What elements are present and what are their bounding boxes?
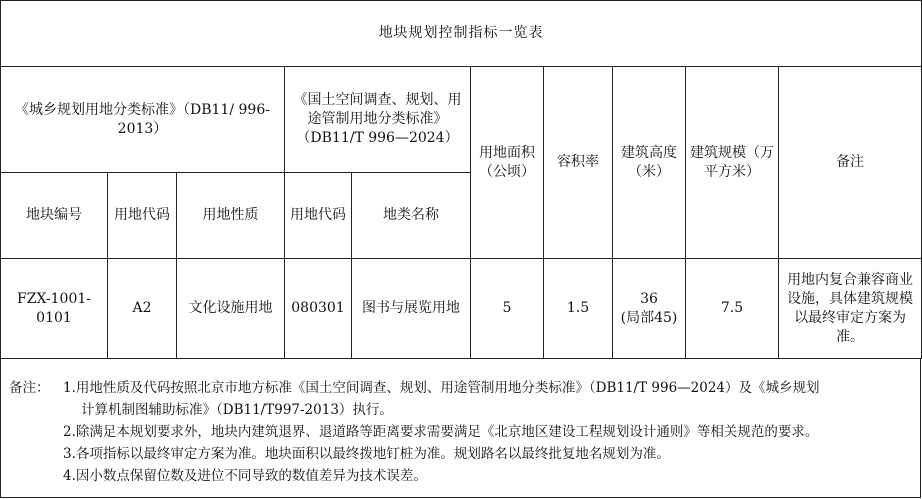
notes-section	[0, 358, 921, 498]
header-parcel-code: 地块编号	[1, 173, 108, 259]
note-item-2: 2.除满足本规划要求外，地块内建筑退界、退道路等距离要求需要满足《北京地区建设工程规划设计通则》等相关规范的要求。	[63, 424, 819, 440]
header-height: 建筑高度（米）	[613, 67, 686, 259]
cell-height	[613, 259, 686, 359]
cell-land-code-b: 080301	[285, 259, 352, 359]
cell-height-main: 36	[640, 290, 658, 307]
table-row	[1, 259, 922, 359]
cell-land-code-a: A2	[108, 259, 177, 359]
header-land-type-name: 地类名称	[352, 173, 471, 259]
cell-far: 1.5	[544, 259, 613, 359]
header-std-urban-rural: 《城乡规划用地分类标准》（DB11/ 996-2013）	[1, 67, 285, 173]
note-item-1-cont: 计算机制图辅助标准》（DB11/T997-2013）执行。	[81, 402, 393, 418]
cell-scale: 7.5	[686, 259, 779, 359]
cell-parcel-code: FZX-1001-0101	[1, 259, 108, 359]
notes-label: 备注：	[9, 380, 50, 396]
note-item-1: 1.用地性质及代码按照北京市地方标准《国土空间调查、规划、用途管制用地分类标准》（DB11/T 996—2024）及《城乡规划	[63, 380, 820, 396]
header-far: 容积率	[544, 67, 613, 259]
table-title: 地块规划控制指标一览表	[1, 1, 922, 67]
header-std-land-space: 《国土空间调查、规划、用途管制用地分类标准》（DB11/T 996—2024）	[285, 67, 471, 173]
cell-land-type-name: 图书与展览用地	[352, 259, 471, 359]
note-item-3: 3.各项指标以最终审定方案为准。地块面积以最终拨地钉桩为准。规划路名以最终批复地名规划为准。	[63, 446, 670, 462]
cell-remarks: 用地内复合兼容商业设施，具体建筑规模以最终审定方案为准。	[779, 259, 922, 359]
cell-land-nature: 文化设施用地	[177, 259, 285, 359]
cell-height-note: (局部45)	[620, 309, 678, 326]
header-scale: 建筑规模（万平方米）	[686, 67, 779, 259]
header-land-area: 用地面积（公顷）	[471, 67, 544, 259]
header-land-code-a: 用地代码	[108, 173, 177, 259]
header-remarks: 备注	[779, 67, 922, 259]
header-land-nature: 用地性质	[177, 173, 285, 259]
header-land-code-b: 用地代码	[285, 173, 352, 259]
cell-land-area: 5	[471, 259, 544, 359]
note-item-4: 4.因小数点保留位数及进位不同导致的数值差异为技术误差。	[63, 468, 427, 484]
